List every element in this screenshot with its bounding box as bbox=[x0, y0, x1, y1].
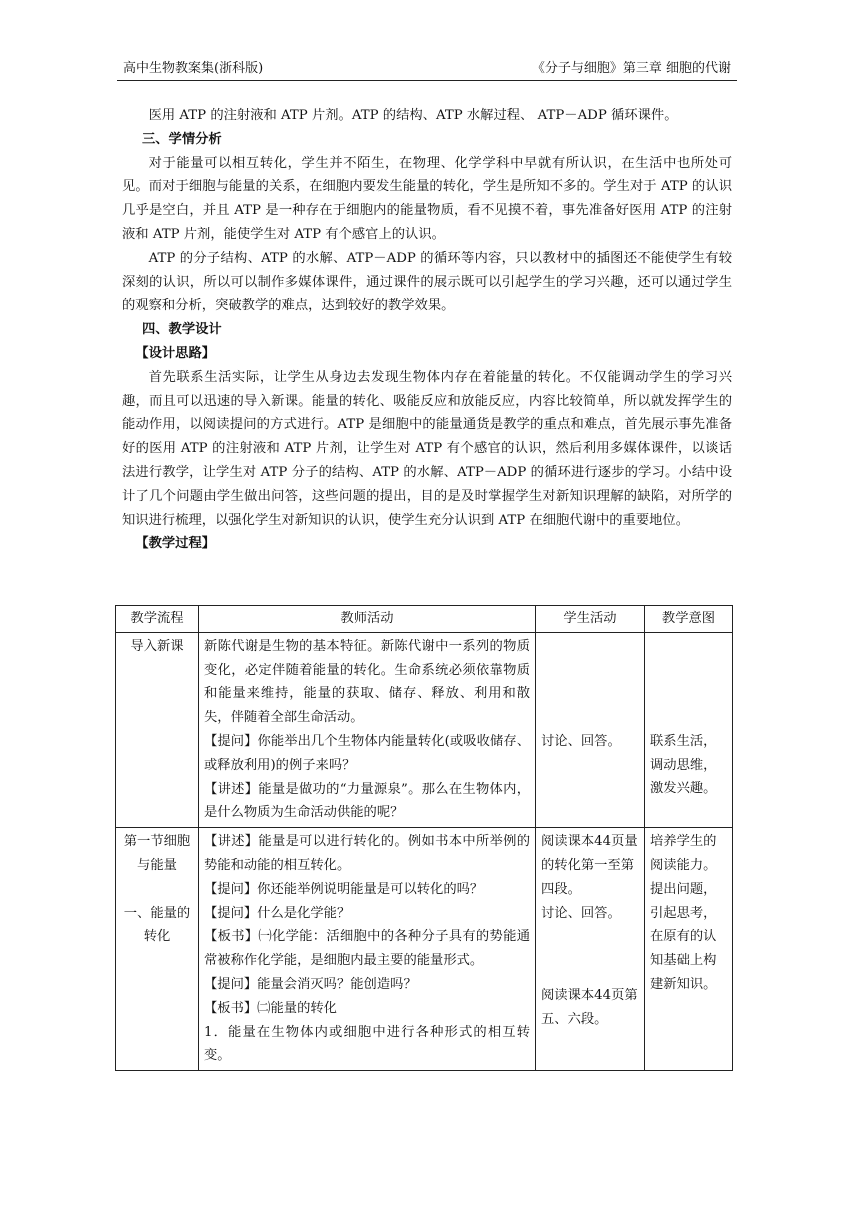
student-activity-cell bbox=[536, 632, 645, 827]
intent-text: 联系生活，调动思维，激发兴趣。 bbox=[650, 733, 717, 797]
student-text: 阅读课本44页第五、六段。 bbox=[541, 988, 638, 1028]
column-header-teacher-activity: 教师活动 bbox=[199, 606, 536, 633]
flow-text: 第一节细胞与能量 bbox=[123, 834, 191, 873]
student-text: 讨论、回答。 bbox=[541, 733, 621, 749]
teacher-text: 【讲述】能量是做功的“力量源泉”。那么在生物体内，是什么物质为生命活动供能的呢？ bbox=[204, 781, 530, 821]
teaching-intent-cell bbox=[645, 828, 733, 1071]
teacher-text: 新陈代谢是生物的基本特征。新陈代谢中一系列的物质变化，必定伴随着能量的转化。生命系统必须依靠物质和能量来维持，能量的获取、储存、释放、利用和散失，伴随着全部生命活动。 bbox=[204, 638, 530, 726]
flow-cell bbox=[116, 828, 199, 1071]
table-row bbox=[116, 828, 733, 1071]
page-header bbox=[117, 60, 737, 81]
teacher-text: 【提问】什么是化学能？ bbox=[204, 905, 351, 921]
cell-spacer bbox=[541, 925, 639, 984]
materials-line: 医用 ATP 的注射液和 ATP 片剂。ATP 的结构、ATP 水解过程、 ATP－ADP 循环课件。 bbox=[148, 108, 678, 123]
header-chapter-title: 《分子与细胞》第三章 细胞的代谢 bbox=[531, 61, 731, 76]
header-book-title: 高中生物教案集(浙科版) bbox=[123, 61, 264, 76]
teacher-text: 【讲述】能量是可以进行转化的。例如书本中所举例的势能和动能的相互转化。 bbox=[204, 834, 530, 873]
intent-text: 提出问题，引起思考，在原有的认知基础上构建新知识。 bbox=[650, 881, 717, 992]
student-text: 阅读课本44页量的转化第一至第四段。 bbox=[541, 834, 638, 897]
teacher-text: 【提问】你还能举例说明能量是可以转化的吗？ bbox=[204, 881, 484, 897]
subheading-teaching-process: 【教学过程】 bbox=[135, 536, 216, 552]
document-body bbox=[122, 104, 732, 556]
student-activity-cell bbox=[536, 828, 645, 1071]
teacher-activity-cell bbox=[199, 632, 536, 827]
teacher-text: 1．能量在生物体内或细胞中进行各种形式的相互转变。 bbox=[204, 1024, 530, 1064]
intent-text: 培养学生的阅读能力。 bbox=[650, 834, 717, 873]
student-text: 讨论、回答。 bbox=[541, 905, 621, 921]
cell-spacer bbox=[541, 635, 639, 730]
teacher-text: 【板书】㈠化学能：活细胞中的各种分子具有的势能通常被称作化学能，是细胞内最主要的能量形式。 bbox=[204, 929, 530, 969]
teacher-text: 【板书】㈡能量的转化 bbox=[204, 1000, 337, 1016]
teaching-process-table bbox=[115, 605, 733, 1071]
table-row bbox=[116, 632, 733, 827]
teacher-text: 【提问】能量会消灭吗？能创造吗？ bbox=[204, 976, 417, 992]
learner-analysis-paragraph-1: 对于能量可以相互转化，学生并不陌生，在物理、化学学科中早就有所认识，在生活中也所处可见。而对于细胞与能量的关系，在细胞内要发生能量的转化，学生是所知不多的。学生对于 ATP 的认识几乎是空白，并且 ATP 是一种存在于细胞内的能量物质，看不见摸不着，事先准备好医用 ATP 的注射液和 ATP 片剂，能使学生对 ATP 有个感官上的认识。 bbox=[122, 155, 732, 242]
section-heading-teaching-design: 四、教学设计 bbox=[141, 322, 222, 338]
learner-analysis-paragraph-2: ATP 的分子结构、ATP 的水解、ATP－ADP 的循环等内容，只以教材中的插图还不能使学生有较深刻的认识，所以可以制作多媒体课件，通过课件的展示既可以引起学生的学习兴趣，还可以通过学生的观察和分析，突破教学的难点，达到较好的教学效果。 bbox=[122, 250, 732, 314]
cell-spacer bbox=[121, 878, 193, 902]
teacher-activity-cell bbox=[199, 828, 536, 1071]
flow-text: 导入新课 bbox=[130, 638, 184, 654]
column-header-student-activity: 学生活动 bbox=[536, 606, 645, 633]
flow-cell bbox=[116, 632, 199, 827]
subheading-design-ideas: 【设计思路】 bbox=[135, 345, 216, 361]
teacher-text: 【提问】你能举出几个生物体内能量转化(或吸收储存、或释放利用)的例子来吗？ bbox=[204, 733, 530, 773]
section-heading-learner-analysis: 三、学情分析 bbox=[141, 131, 222, 147]
cell-spacer bbox=[650, 635, 727, 730]
flow-text: 一、能量的转化 bbox=[123, 905, 191, 945]
column-header-teaching-intent: 教学意图 bbox=[645, 606, 733, 633]
column-header-flow: 教学流程 bbox=[116, 606, 199, 633]
design-ideas-paragraph: 首先联系生活实际，让学生从身边去发现生物体内存在着能量的转化。不仅能调动学生的学习兴趣，而且可以迅速的导入新课。能量的转化、吸能反应和放能反应，内容比较简单，所以就发挥学生的能动作用，以阅读提问的方式进行。ATP 是细胞中的能量通货是教学的重点和难点，首先展示事先准备好的医用 ATP 的注射液和 ATP 片剂，让学生对 ATP 有个感官的认识，然后利用多媒体课件，以谈话法进行教学，让学生对 ATP 分子的结构、ATP 的水解、ATP－ADP 的循环进行逐步的学习。小结中设计了几个问题由学生做出问答，这些问题的提出，目的是及时掌握学生对新知识理解的缺陷，对所学的知识进行梳理，以强化学生对新知识的认识，使学生充分认识到 ATP 在细胞代谢中的重要地位。 bbox=[122, 369, 732, 528]
table-header-row bbox=[116, 606, 733, 633]
teaching-intent-cell bbox=[645, 632, 733, 827]
